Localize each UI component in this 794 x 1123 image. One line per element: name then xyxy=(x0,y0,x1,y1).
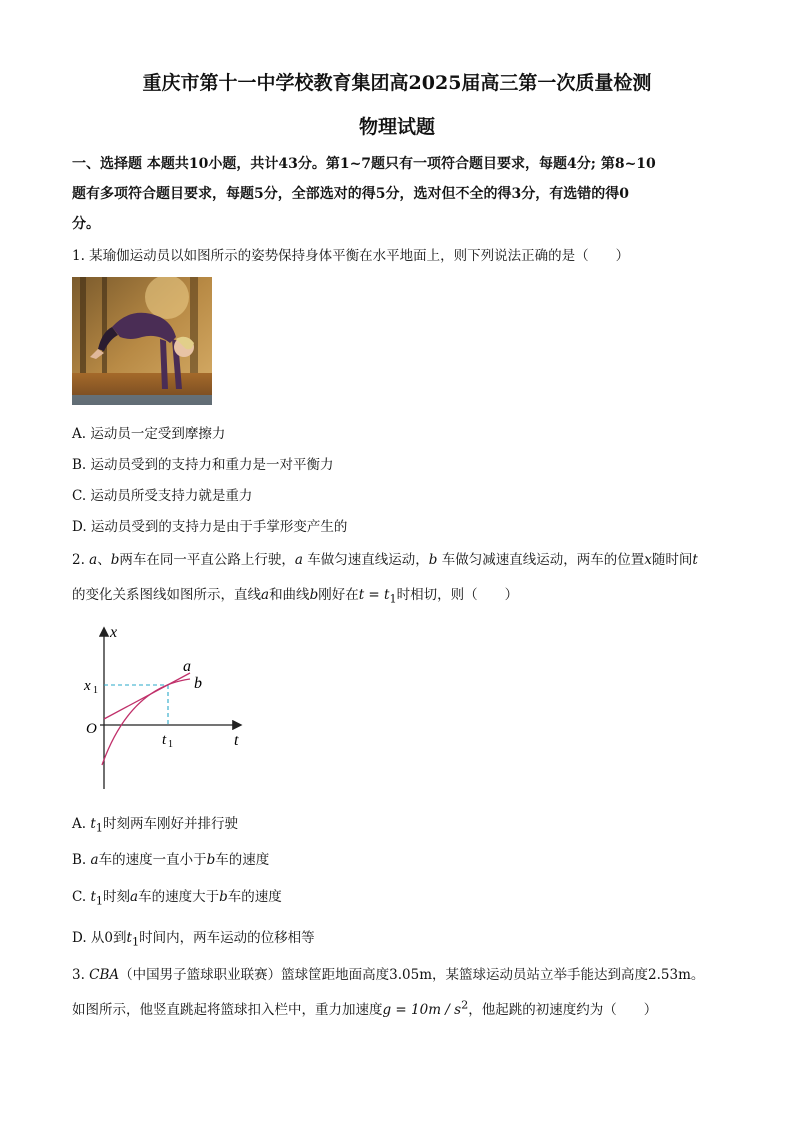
q1-option-d: D. 运动员受到的支持力是由于手掌形变产生的 xyxy=(72,519,348,535)
q2-opt-text: 时间内，两车运动的位移相等 xyxy=(139,930,315,946)
q2-stem-line-1 xyxy=(72,548,732,568)
q3-equation: g = 10m / s xyxy=(382,1002,462,1018)
q1-option-c: C. 运动员所受支持力就是重力 xyxy=(72,488,253,504)
q3-text: 如图所示，他竖直跳起将篮球扣入栏中，重力加速度 xyxy=(72,1002,383,1018)
q2-text: 、 xyxy=(97,552,111,568)
q2-var-b: b xyxy=(428,552,438,568)
q2-opt-text: 时刻两车刚好并排行驶 xyxy=(102,816,238,832)
q2-opt-text: 车的速度大于 xyxy=(138,889,220,905)
q2-var-a: a xyxy=(261,587,270,603)
graph-x-label: t xyxy=(234,732,239,749)
yoga-photo-image xyxy=(72,277,212,405)
graph-origin-label: O xyxy=(86,721,97,737)
q3-text: （中国男子篮球职业联赛）篮球筐距地面高度3.05m，某篮球运动员站立举手能达到高度2.53m。 xyxy=(119,967,705,983)
q2-var-a: a xyxy=(90,852,99,868)
q2-text: 刚好在 xyxy=(318,587,359,603)
q2-var-a: a xyxy=(294,552,303,568)
q2-var-sub: 1 xyxy=(95,894,104,908)
q3-prefix: 3. xyxy=(72,967,90,983)
q1-option-a: A. 运动员一定受到摩擦力 xyxy=(72,426,226,442)
yoga-photo xyxy=(72,277,212,405)
q2-prefix: 2. xyxy=(72,552,90,568)
q2-opt-text: 时刻 xyxy=(103,889,131,905)
q2-opt-text: 车的速度 xyxy=(215,852,270,868)
q2-opt-prefix: B. xyxy=(72,852,91,868)
q2-var-t: t xyxy=(692,552,698,568)
section-line-3: 分。 xyxy=(72,216,100,232)
q2-opt-prefix: D. 从0到 xyxy=(72,930,127,946)
q3-cba: CBA xyxy=(89,967,120,983)
q3-stem-line-1 xyxy=(72,963,732,983)
q3-stem-line-2 xyxy=(72,998,732,1018)
graph-y-label: x xyxy=(110,624,118,641)
q2-text: 车做匀减速直线运动，两车的位置 xyxy=(437,552,645,568)
q2-var-b: b xyxy=(309,587,319,603)
q1-option-b: B. 运动员受到的支持力和重力是一对平衡力 xyxy=(72,457,334,473)
graph-t1-sub: 1 xyxy=(168,739,173,750)
q2-var-sub: 1 xyxy=(131,935,140,949)
q2-var-t: t xyxy=(126,930,132,946)
q2-equation: t = t xyxy=(358,587,390,603)
graph-x1-sub: 1 xyxy=(93,685,98,696)
page-title: 重庆市第十一中学校教育集团高2025届高三第一次质量检测 xyxy=(142,72,652,94)
q2-text: 车做匀速直线运动， xyxy=(302,552,429,568)
section-line-2: 题有多项符合题目要求，每题5分，全部选对的得5分，选对但不全的得3分，有选错的得0 xyxy=(72,186,629,202)
q2-option-d xyxy=(72,926,315,949)
q2-graph xyxy=(78,617,258,792)
q2-var-a: a xyxy=(130,889,139,905)
q2-option-b xyxy=(72,848,269,868)
q2-text: 时相切，则（ ） xyxy=(396,587,519,603)
q2-opt-text: 车的速度 xyxy=(227,889,282,905)
graph-t1-label: t xyxy=(162,732,167,748)
q2-stem-line-2 xyxy=(72,583,732,606)
graph-x1-label: x xyxy=(84,678,91,694)
q2-option-a xyxy=(72,812,238,835)
q2-var-b: b xyxy=(219,889,228,905)
q2-opt-text: 车的速度一直小于 xyxy=(98,852,207,868)
q2-text: 随时间 xyxy=(651,552,693,568)
graph-curve-b xyxy=(102,679,190,765)
q2-opt-prefix: C. xyxy=(72,889,91,905)
q2-graph-svg xyxy=(78,617,258,792)
q3-equation-sup: 2 xyxy=(461,998,469,1012)
q2-opt-prefix: A. xyxy=(72,816,91,832)
q2-text: 和曲线 xyxy=(269,587,310,603)
q2-var-x: x xyxy=(644,552,652,568)
q2-var-t: t xyxy=(90,816,96,832)
q2-equation-sub: 1 xyxy=(389,592,397,606)
page-subtitle: 物理试题 xyxy=(358,116,435,138)
q2-text: 两车在同一平直公路上行驶， xyxy=(119,552,295,568)
q3-text: ，他起跳的初速度约为（ ） xyxy=(468,1002,658,1018)
q2-option-c xyxy=(72,885,282,908)
section-instructions xyxy=(72,149,722,239)
q2-var-t: t xyxy=(90,889,96,905)
q2-var-b: b xyxy=(110,552,120,568)
graph-b-label: b xyxy=(194,675,202,692)
section-line-1: 一、选择题 本题共10小题，共计43分。第1~7题只有一项符合题目要求，每题4分; 第8~10 xyxy=(72,156,656,172)
q2-var-a: a xyxy=(89,552,98,568)
q2-var-b: b xyxy=(206,852,216,868)
graph-a-label: a xyxy=(183,658,191,675)
q2-var-sub: 1 xyxy=(95,821,103,835)
q2-text: 的变化关系图线如图所示，直线 xyxy=(72,587,261,603)
q1-stem: 1. 某瑜伽运动员以如图所示的姿势保持身体平衡在水平地面上，则下列说法正确的是（ ） xyxy=(72,248,630,264)
